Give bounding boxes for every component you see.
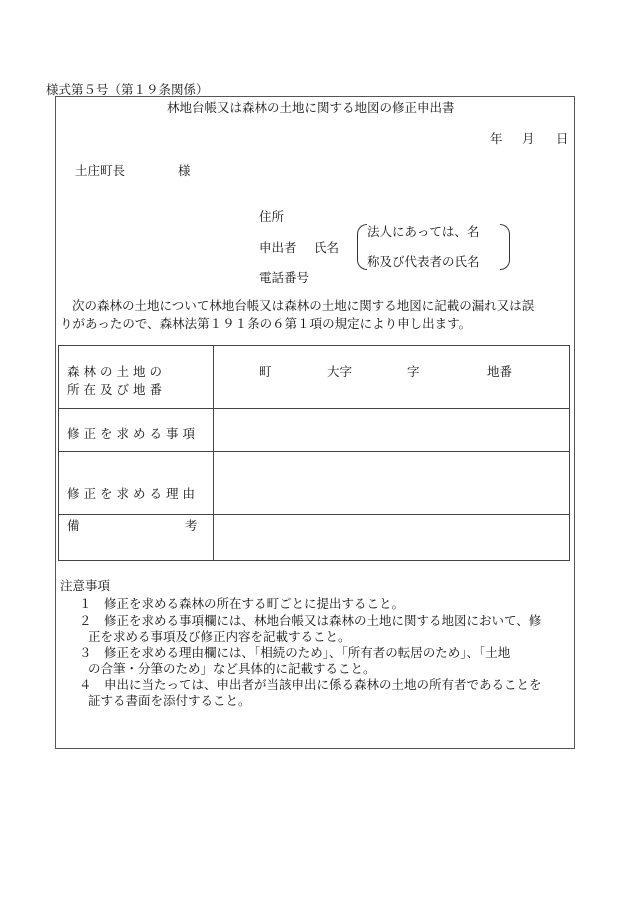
date-month: 月 xyxy=(522,131,535,146)
note-line-1: １ 修正を求める森林の所在する町ごとに提出すること。 xyxy=(79,596,405,611)
form-number: 様式第５号（第１９条関係） xyxy=(46,82,209,97)
form-title: 林地台帳又は森林の土地に関する地図の修正申出書 xyxy=(167,100,455,115)
address-label: 住所 xyxy=(259,209,285,224)
date-year: 年 xyxy=(490,131,503,146)
remarks-label-2: 考 xyxy=(185,518,198,533)
note-line-3-cont: の合筆・分筆のため」など具体的に記載すること。 xyxy=(88,661,376,676)
name-label: 氏名 xyxy=(314,240,340,255)
location-field-oaza: 大字 xyxy=(327,364,353,379)
notes-heading: 注意事項 xyxy=(60,578,111,593)
location-field-aza: 字 xyxy=(407,364,420,379)
location-field-lot-number: 地番 xyxy=(487,364,513,379)
corporate-note-line-1: 法人にあっては、名 xyxy=(367,224,480,239)
left-bracket xyxy=(357,224,367,270)
note-line-2: ２ 修正を求める事項欄には、林地台帳又は森林の土地に関する地図において、修 xyxy=(79,613,542,628)
remarks-label-1: 備 xyxy=(67,518,80,533)
location-label-line-1: 森林の土地の xyxy=(67,364,167,379)
addressee-name: 土庄町長 xyxy=(75,163,126,178)
note-line-2-cont: 正を求める事項及び修正内容を記載すること。 xyxy=(88,629,351,644)
date-day: 日 xyxy=(556,131,569,146)
right-bracket xyxy=(500,224,510,270)
applicant-label: 申出者 xyxy=(259,240,297,255)
note-line-4-cont: 証する書面を添付すること。 xyxy=(88,693,251,708)
application-table xyxy=(58,345,570,561)
intro-line-2: りがあったので、森林法第１９１条の６第１項の規定により申し出ます。 xyxy=(60,316,472,331)
addressee-honorific: 様 xyxy=(178,163,191,178)
reason-label: 修正を求める理由 xyxy=(67,486,200,501)
matter-label: 修正を求める事項 xyxy=(67,426,200,441)
location-field-town: 町 xyxy=(259,364,272,379)
phone-label: 電話番号 xyxy=(259,270,310,285)
note-line-3: ３ 修正を求める理由欄には、「相続のため」、「所有者の転居のため」、「土地 xyxy=(79,645,511,660)
note-line-4: ４ 申出に当たっては、申出者が当該申出に係る森林の土地の所有者であることを xyxy=(79,677,542,692)
location-label-line-2: 所在及び地番 xyxy=(67,382,167,397)
intro-line-1: 次の森林の土地について林地台帳又は森林の土地に関する地図に記載の漏れ又は誤 xyxy=(72,298,535,313)
corporate-note-line-2: 称及び代表者の氏名 xyxy=(367,254,480,269)
